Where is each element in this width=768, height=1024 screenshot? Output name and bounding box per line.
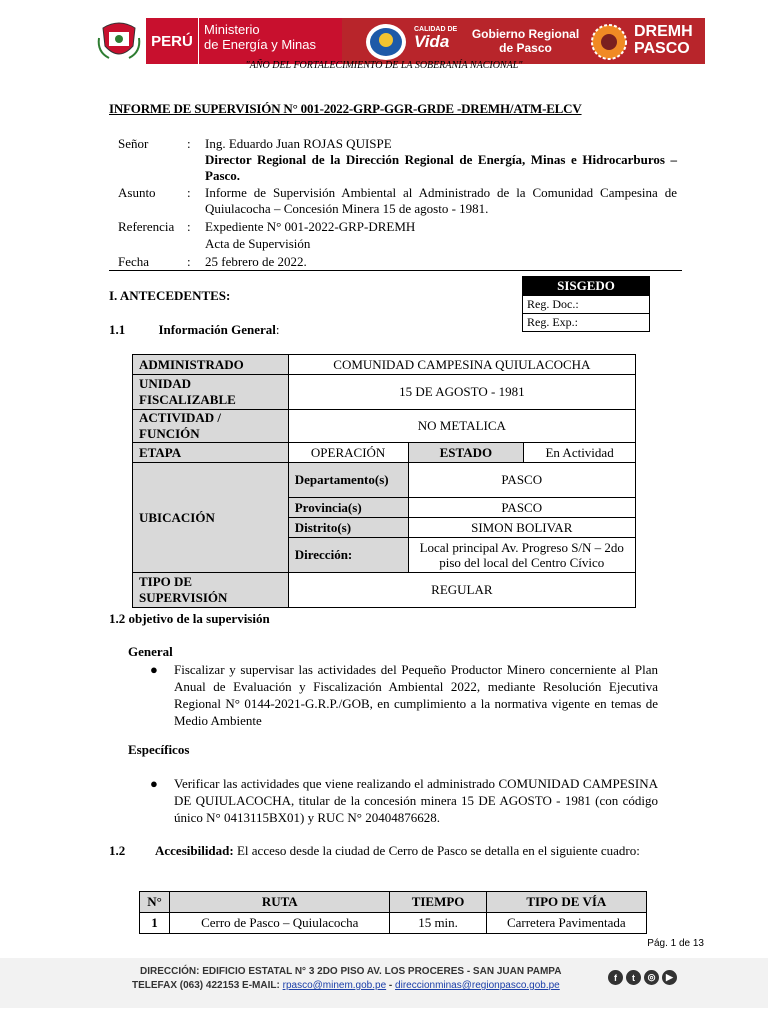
footer-address: DIRECCIÓN: EDIFICIO ESTATAL N° 3 2DO PISO AV. LOS PROCERES - SAN JUAN PAMPA <box>140 966 562 977</box>
referencia-value-1: Expediente N° 001-2022-GRP-DREMH <box>205 219 416 234</box>
header-divider <box>109 270 682 271</box>
fecha-colon: : <box>187 254 191 269</box>
footer-contact <box>132 980 560 991</box>
section-objetivo: 1.2 objetivo de la supervisión <box>109 611 270 626</box>
administrado-value: COMUNIDAD CAMPESINA QUIULACOCHA <box>288 355 635 375</box>
reg-exp-field: Reg. Exp.: <box>523 314 650 332</box>
email-link-direccionminas[interactable]: direccionminas@regionpasco.gob.pe <box>395 980 560 991</box>
route-cell-ruta: Cerro de Pasco – Quiulacocha <box>170 913 390 934</box>
vida-line-2: Vida <box>414 32 450 51</box>
direccion-key: Dirección: <box>288 538 408 573</box>
distrito-value: SIMON BOLIVAR <box>408 518 635 538</box>
route-header-ruta: RUTA <box>170 892 390 913</box>
fecha-label: Fecha <box>118 254 150 269</box>
ubicacion-key: UBICACIÓN <box>133 463 289 573</box>
general-text: Fiscalizar y supervisar las actividades del Pequeño Productor Minero concerniente al Plan Anual de Evaluación y Fiscalización Ambiental 2022, mediante Resolución Ejecutiva Regional N° 0144-2021-G.R.P./GOB, en cumplimiento a la normativa vigente en temas de Medio Ambiente <box>174 662 658 728</box>
provincia-key: Provincia(s) <box>288 498 408 518</box>
facebook-icon[interactable]: f <box>608 970 623 985</box>
asunto-value: Informe de Supervisión Ambiental al Administrado de la Comunidad Campesina de Quiulacocha – Concesión Minera 15 de agosto - 1981. <box>205 185 677 216</box>
tipo-supervision-key: TIPO DE SUPERVISIÓN <box>133 573 289 608</box>
footer-telefax: TELEFAX (063) 422153 E-MAIL: <box>132 980 283 991</box>
dremh-line-2: PASCO <box>634 40 690 57</box>
pasco-region-logo-icon <box>364 22 408 62</box>
sisgedo-title: SISGEDO <box>523 277 650 296</box>
page-number: Pág. 1 de 13 <box>647 938 704 949</box>
year-motto: "AÑO DEL FORTALECIMIENTO DE LA SOBERANÍA NACIONAL" <box>245 60 523 71</box>
route-header-tipo-via: TIPO DE VÍA <box>486 892 646 913</box>
section-colon: : <box>275 322 280 337</box>
section-informacion-general <box>109 322 279 338</box>
peru-label: PERÚ <box>146 18 199 64</box>
unidad-key: UNIDAD FISCALIZABLE <box>133 375 289 410</box>
route-cell-tipo-via: Carretera Pavimentada <box>486 913 646 934</box>
direccion-value: Local principal Av. Progreso S/N – 2do piso del local del Centro Cívico <box>408 538 635 573</box>
bullet-icon: ● <box>150 776 158 791</box>
tipo-supervision-value: REGULAR <box>288 573 635 608</box>
estado-value: En Actividad <box>524 443 636 463</box>
gobierno-regional-name <box>468 27 583 59</box>
social-icons <box>608 970 677 985</box>
access-text: El acceso desde la ciudad de Cerro de Pasco se detalla en el siguiente cuadro: <box>236 843 640 858</box>
route-header-tiempo: TIEMPO <box>390 892 486 913</box>
etapa-key: ETAPA <box>133 443 289 463</box>
calidad-de-vida-logo <box>414 26 457 50</box>
sisgedo-box <box>522 276 650 332</box>
gobierno-line-2: de Pasco <box>499 41 552 55</box>
departamento-key: Departamento(s) <box>288 463 408 498</box>
referencia-colon: : <box>187 219 191 234</box>
asunto-label: Asunto <box>118 185 156 200</box>
fecha-value: 25 febrero de 2022. <box>205 254 307 269</box>
access-body <box>155 842 658 859</box>
referencia-value-2: Acta de Supervisión <box>205 236 311 251</box>
administrado-key: ADMINISTRADO <box>133 355 289 375</box>
footer-separator: - <box>386 980 396 991</box>
ministry-line-1: Ministerio <box>204 22 260 37</box>
section-antecedentes: I. ANTECEDENTES: <box>109 288 231 303</box>
referencia-label: Referencia <box>118 219 175 234</box>
route-cell-no: 1 <box>140 913 170 934</box>
actividad-value: NO METALICA <box>288 410 635 443</box>
bullet-icon: ● <box>150 662 158 677</box>
email-link-minem[interactable]: rpasco@minem.gob.pe <box>282 980 387 991</box>
etapa-value: OPERACIÓN <box>288 443 408 463</box>
asunto-colon: : <box>187 185 191 200</box>
senor-colon: : <box>187 136 191 151</box>
provincia-value: PASCO <box>408 498 635 518</box>
estado-key: ESTADO <box>408 443 524 463</box>
access-label: Accesibilidad: <box>155 843 234 858</box>
departamento-value: PASCO <box>408 463 635 498</box>
table-row <box>140 913 647 934</box>
especificos-heading: Específicos <box>128 742 190 757</box>
general-info-table <box>132 354 636 608</box>
senor-label: Señor <box>118 136 149 151</box>
dremh-line-1: DREMH <box>634 23 693 40</box>
distrito-key: Distrito(s) <box>288 518 408 538</box>
dremh-label <box>634 23 693 57</box>
vida-line-1: CALIDAD DE <box>414 26 458 33</box>
general-heading: General <box>128 644 173 659</box>
ministry-line-2: de Energía y Minas <box>204 37 317 52</box>
route-header-no: N° <box>140 892 170 913</box>
instagram-icon[interactable]: ◎ <box>644 970 659 985</box>
senor-role: Director Regional de la Dirección Regional de Energía, Minas e Hidrocarburos – Pasco. <box>205 152 677 183</box>
peru-coat-of-arms-icon <box>95 18 143 64</box>
report-title: INFORME DE SUPERVISIÓN N° 001-2022-GRP-GGR-GRDE -DREMH/ATM-ELCV <box>109 101 582 116</box>
unidad-value: 15 DE AGOSTO - 1981 <box>288 375 635 410</box>
especificos-text: Verificar las actividades que viene realizando el administrado COMUNIDAD CAMPESINA DE QUIULACOCHA, titular de la concesión minera 15 DE AGOSTO - 1981 (con código único N° 0413115BX01) y RUC N° 20404876628. <box>174 776 658 825</box>
dremh-sun-logo-icon <box>588 22 630 62</box>
reg-doc-field: Reg. Doc.: <box>523 296 650 314</box>
access-number: 1.2 <box>109 843 126 858</box>
senor-name: Ing. Eduardo Juan ROJAS QUISPE <box>205 136 392 151</box>
route-table <box>139 891 647 934</box>
section-label: Información General <box>158 322 276 337</box>
youtube-icon[interactable]: ▶ <box>662 970 677 985</box>
twitter-icon[interactable]: t <box>626 970 641 985</box>
route-cell-tiempo: 15 min. <box>390 913 486 934</box>
section-number: 1.1 <box>109 322 126 337</box>
actividad-key: ACTIVIDAD / FUNCIÓN <box>133 410 289 443</box>
gobierno-line-1: Gobierno Regional <box>471 27 580 41</box>
ministry-name <box>204 22 344 52</box>
